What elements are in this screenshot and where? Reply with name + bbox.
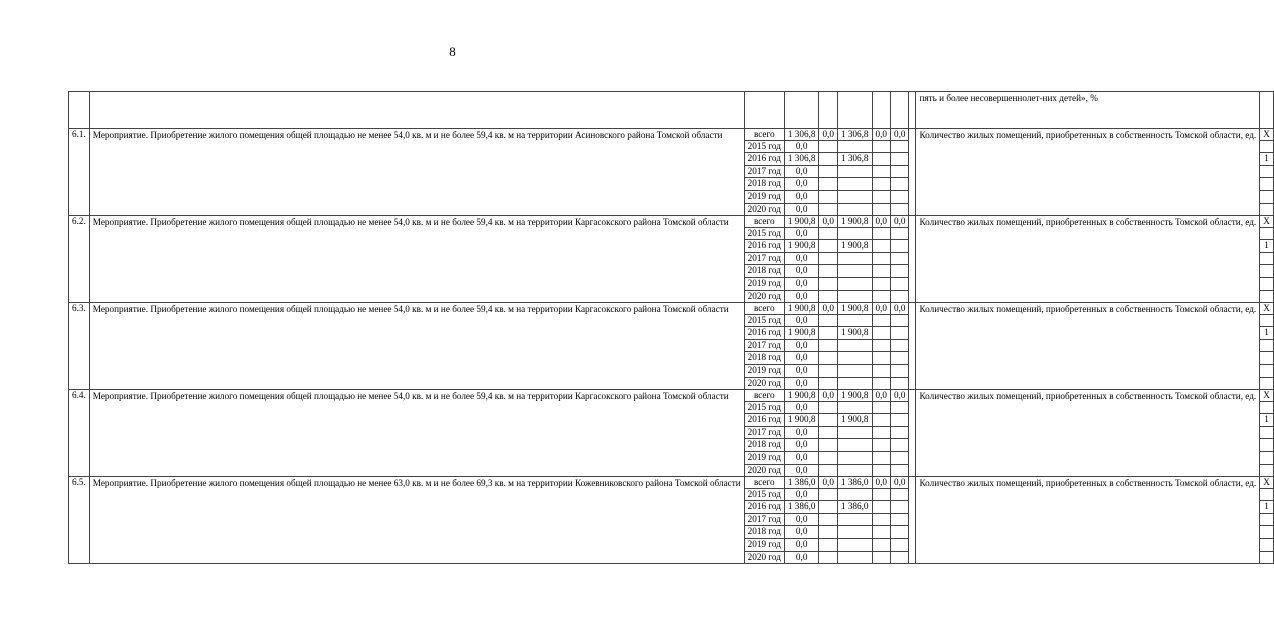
period-label: 2018 год	[744, 265, 784, 278]
indicator-value: X	[1260, 390, 1274, 402]
amount-federal	[819, 141, 837, 153]
indicator-value	[1260, 166, 1274, 178]
amount-local: 0,0	[872, 216, 890, 228]
indicator-value	[1260, 552, 1274, 564]
amount-total: 0,0	[784, 365, 819, 378]
indicator-value	[1260, 291, 1274, 303]
indicator-name: Количество жилых помещений, приобретенных в собственность Томской области, ед.	[916, 216, 1260, 303]
amount-local	[872, 402, 890, 414]
indicator-value	[1260, 539, 1274, 552]
period-label: 2020 год	[744, 291, 784, 303]
amount-total: 0,0	[784, 204, 819, 216]
indicator-value	[1260, 427, 1274, 439]
amount-regional: 1 306,8	[837, 153, 872, 166]
amount-extrabudget: 0,0	[890, 129, 908, 141]
amount-regional	[837, 465, 872, 477]
amount-extrabudget	[890, 240, 908, 253]
amount-regional	[837, 178, 872, 191]
amount-local	[872, 365, 890, 378]
amount-local	[872, 439, 890, 452]
indicator-value	[1260, 526, 1274, 539]
amount-regional	[837, 552, 872, 564]
amount-total: 0,0	[784, 552, 819, 564]
amount-extrabudget	[890, 253, 908, 265]
amount-federal	[819, 552, 837, 564]
amount-federal	[819, 465, 837, 477]
item-row-total	[69, 477, 1274, 489]
amount-total: 0,0	[784, 340, 819, 352]
amount-total: 0,0	[784, 539, 819, 552]
amount-federal	[819, 352, 837, 365]
amount-federal	[819, 501, 837, 514]
amount-extrabudget	[890, 501, 908, 514]
amount-total: 1 306,8	[784, 129, 819, 141]
period-label: 2015 год	[744, 141, 784, 153]
period-label: 2015 год	[744, 489, 784, 501]
period-label: 2020 год	[744, 552, 784, 564]
amount-extrabudget: 0,0	[890, 477, 908, 489]
period-label: 2017 год	[744, 340, 784, 352]
executor-cell	[909, 216, 916, 303]
indicator-value	[1260, 489, 1274, 501]
amount-regional	[837, 228, 872, 240]
period-label: 2018 год	[744, 178, 784, 191]
indicator-value	[1260, 204, 1274, 216]
amount-federal	[819, 191, 837, 204]
period-label: 2019 год	[744, 365, 784, 378]
amount-local	[872, 539, 890, 552]
indicator-value	[1260, 340, 1274, 352]
executor-cell	[909, 303, 916, 390]
amount-total: 0,0	[784, 178, 819, 191]
indicator-value	[1260, 378, 1274, 390]
period-label: всего	[744, 216, 784, 228]
cell-empty	[819, 92, 837, 129]
amount-total: 0,0	[784, 526, 819, 539]
amount-extrabudget	[890, 526, 908, 539]
amount-federal	[819, 365, 837, 378]
indicator-value	[1260, 178, 1274, 191]
amount-federal	[819, 153, 837, 166]
amount-total: 1 900,8	[784, 216, 819, 228]
amount-federal	[819, 240, 837, 253]
period-label: 2016 год	[744, 414, 784, 427]
period-label: 2019 год	[744, 539, 784, 552]
period-label: 2015 год	[744, 402, 784, 414]
item-row-total	[69, 390, 1274, 402]
amount-regional	[837, 452, 872, 465]
amount-regional: 1 306,8	[837, 129, 872, 141]
indicator-value	[1260, 278, 1274, 291]
period-label: 2018 год	[744, 526, 784, 539]
amount-total: 0,0	[784, 191, 819, 204]
amount-local: 0,0	[872, 477, 890, 489]
amount-total: 0,0	[784, 352, 819, 365]
amount-regional	[837, 365, 872, 378]
cell-empty	[909, 92, 916, 129]
amount-extrabudget	[890, 539, 908, 552]
cell-empty	[89, 92, 744, 129]
amount-extrabudget	[890, 327, 908, 340]
item-number: 6.4.	[69, 390, 90, 477]
amount-federal	[819, 378, 837, 390]
executor-cell	[909, 129, 916, 216]
amount-local	[872, 153, 890, 166]
amount-local	[872, 178, 890, 191]
amount-total: 1 900,8	[784, 303, 819, 315]
amount-regional	[837, 166, 872, 178]
amount-local	[872, 278, 890, 291]
amount-extrabudget	[890, 340, 908, 352]
period-label: 2019 год	[744, 278, 784, 291]
amount-regional: 1 900,8	[837, 414, 872, 427]
item-number: 6.3.	[69, 303, 90, 390]
amount-extrabudget	[890, 178, 908, 191]
amount-extrabudget	[890, 153, 908, 166]
amount-federal	[819, 278, 837, 291]
indicator-value: X	[1260, 129, 1274, 141]
amount-regional	[837, 315, 872, 327]
amount-local	[872, 253, 890, 265]
amount-total: 1 386,0	[784, 477, 819, 489]
indicator-name: Количество жилых помещений, приобретенных в собственность Томской области, ед.	[916, 390, 1260, 477]
amount-local	[872, 514, 890, 526]
amount-regional: 1 386,0	[837, 501, 872, 514]
amount-local	[872, 414, 890, 427]
amount-extrabudget	[890, 278, 908, 291]
period-label: 2017 год	[744, 427, 784, 439]
cell-empty	[1260, 92, 1274, 129]
amount-local	[872, 378, 890, 390]
amount-local	[872, 204, 890, 216]
indicator-value	[1260, 514, 1274, 526]
period-label: всего	[744, 303, 784, 315]
amount-extrabudget: 0,0	[890, 216, 908, 228]
amount-regional	[837, 291, 872, 303]
indicator-value: X	[1260, 216, 1274, 228]
period-label: 2020 год	[744, 204, 784, 216]
amount-federal	[819, 340, 837, 352]
amount-regional	[837, 191, 872, 204]
indicator-name: Количество жилых помещений, приобретенных в собственность Томской области, ед.	[916, 303, 1260, 390]
amount-local	[872, 552, 890, 564]
amount-federal	[819, 253, 837, 265]
amount-local	[872, 452, 890, 465]
indicator-value	[1260, 265, 1274, 278]
amount-federal	[819, 315, 837, 327]
amount-extrabudget	[890, 439, 908, 452]
amount-regional	[837, 489, 872, 501]
amount-total: 0,0	[784, 402, 819, 414]
item-row-total	[69, 303, 1274, 315]
amount-total: 0,0	[784, 291, 819, 303]
amount-total: 0,0	[784, 141, 819, 153]
amount-federal	[819, 178, 837, 191]
amount-extrabudget	[890, 378, 908, 390]
amount-federal	[819, 291, 837, 303]
amount-local	[872, 352, 890, 365]
amount-federal: 0,0	[819, 129, 837, 141]
amount-federal	[819, 327, 837, 340]
period-label: 2015 год	[744, 315, 784, 327]
amount-total: 0,0	[784, 452, 819, 465]
indicator-continuation: пять и более несовершеннолет-них детей», %	[916, 92, 1260, 129]
indicator-value	[1260, 439, 1274, 452]
indicator-value	[1260, 315, 1274, 327]
cell-empty	[837, 92, 872, 129]
amount-regional	[837, 439, 872, 452]
amount-regional	[837, 402, 872, 414]
executor-cell	[909, 390, 916, 477]
amount-local	[872, 465, 890, 477]
period-label: 2017 год	[744, 166, 784, 178]
amount-local: 0,0	[872, 303, 890, 315]
indicator-value	[1260, 253, 1274, 265]
amount-regional	[837, 265, 872, 278]
item-number: 6.1.	[69, 129, 90, 216]
amount-local	[872, 191, 890, 204]
item-name: Мероприятие. Приобретение жилого помещения общей площадью не менее 54,0 кв. м и не более 59,4 кв. м на территории Асиновского района Томской области	[89, 129, 744, 216]
indicator-value	[1260, 365, 1274, 378]
amount-total: 0,0	[784, 514, 819, 526]
amount-total: 0,0	[784, 265, 819, 278]
indicator-value: X	[1260, 477, 1274, 489]
amount-federal	[819, 414, 837, 427]
amount-federal	[819, 228, 837, 240]
amount-total: 0,0	[784, 315, 819, 327]
item-row-total	[69, 216, 1274, 228]
executor-cell	[909, 477, 916, 564]
amount-extrabudget	[890, 291, 908, 303]
amount-total: 1 306,8	[784, 153, 819, 166]
amount-extrabudget	[890, 514, 908, 526]
cell-empty	[890, 92, 908, 129]
amount-federal	[819, 265, 837, 278]
amount-regional	[837, 278, 872, 291]
amount-regional	[837, 352, 872, 365]
amount-total: 0,0	[784, 228, 819, 240]
amount-total: 0,0	[784, 278, 819, 291]
indicator-value: 1	[1260, 240, 1274, 253]
amount-extrabudget: 0,0	[890, 303, 908, 315]
amount-regional: 1 900,8	[837, 390, 872, 402]
indicator-value: 1	[1260, 414, 1274, 427]
amount-federal	[819, 539, 837, 552]
page-number: 8	[449, 44, 456, 59]
amount-local	[872, 291, 890, 303]
item-name: Мероприятие. Приобретение жилого помещения общей площадью не менее 54,0 кв. м и не более 59,4 кв. м на территории Каргасокского района Томской области	[89, 390, 744, 477]
amount-regional	[837, 204, 872, 216]
period-label: всего	[744, 390, 784, 402]
cell-empty	[69, 92, 90, 129]
amount-federal	[819, 514, 837, 526]
amount-extrabudget	[890, 552, 908, 564]
amount-extrabudget	[890, 265, 908, 278]
indicator-value	[1260, 452, 1274, 465]
cell-empty	[872, 92, 890, 129]
period-label: 2015 год	[744, 228, 784, 240]
cell-empty	[784, 92, 819, 129]
indicator-value	[1260, 402, 1274, 414]
amount-extrabudget	[890, 427, 908, 439]
amount-federal	[819, 489, 837, 501]
amount-extrabudget	[890, 204, 908, 216]
amount-local	[872, 315, 890, 327]
amount-local	[872, 240, 890, 253]
amount-local: 0,0	[872, 129, 890, 141]
amount-local	[872, 327, 890, 340]
item-name: Мероприятие. Приобретение жилого помещения общей площадью не менее 63,0 кв. м и не более 69,3 кв. м на территории Кожевниковского района Томской области	[89, 477, 744, 564]
amount-regional: 1 900,8	[837, 303, 872, 315]
amount-extrabudget	[890, 465, 908, 477]
amount-total: 0,0	[784, 378, 819, 390]
amount-total: 1 900,8	[784, 414, 819, 427]
item-number: 6.5.	[69, 477, 90, 564]
amount-extrabudget	[890, 166, 908, 178]
amount-extrabudget	[890, 402, 908, 414]
period-label: 2019 год	[744, 452, 784, 465]
indicator-value: X	[1260, 303, 1274, 315]
amount-regional	[837, 526, 872, 539]
period-label: 2016 год	[744, 153, 784, 166]
amount-local	[872, 340, 890, 352]
program-table	[68, 91, 1274, 564]
amount-local: 0,0	[872, 390, 890, 402]
amount-total: 1 386,0	[784, 501, 819, 514]
amount-total: 1 900,8	[784, 327, 819, 340]
amount-federal	[819, 427, 837, 439]
amount-local	[872, 166, 890, 178]
amount-federal: 0,0	[819, 390, 837, 402]
period-label: всего	[744, 129, 784, 141]
amount-extrabudget	[890, 315, 908, 327]
amount-regional: 1 900,8	[837, 216, 872, 228]
indicator-value	[1260, 352, 1274, 365]
indicator-name: Количество жилых помещений, приобретенных в собственность Томской области, ед.	[916, 477, 1260, 564]
amount-regional: 1 386,0	[837, 477, 872, 489]
period-label: 2016 год	[744, 240, 784, 253]
amount-total: 0,0	[784, 439, 819, 452]
indicator-value: 1	[1260, 153, 1274, 166]
amount-total: 1 900,8	[784, 240, 819, 253]
amount-regional	[837, 378, 872, 390]
amount-regional	[837, 253, 872, 265]
amount-local	[872, 489, 890, 501]
amount-local	[872, 265, 890, 278]
period-label: всего	[744, 477, 784, 489]
item-row-total	[69, 129, 1274, 141]
indicator-value	[1260, 141, 1274, 153]
indicator-value	[1260, 465, 1274, 477]
amount-regional: 1 900,8	[837, 240, 872, 253]
period-label: 2020 год	[744, 465, 784, 477]
amount-federal: 0,0	[819, 477, 837, 489]
amount-local	[872, 141, 890, 153]
amount-regional	[837, 427, 872, 439]
amount-federal	[819, 439, 837, 452]
amount-federal	[819, 526, 837, 539]
indicator-value: 1	[1260, 327, 1274, 340]
amount-total: 0,0	[784, 465, 819, 477]
amount-extrabudget	[890, 352, 908, 365]
amount-extrabudget	[890, 452, 908, 465]
period-label: 2017 год	[744, 514, 784, 526]
amount-federal	[819, 204, 837, 216]
indicator-name: Количество жилых помещений, приобретенных в собственность Томской области, ед.	[916, 129, 1260, 216]
amount-local	[872, 427, 890, 439]
amount-total: 0,0	[784, 253, 819, 265]
indicator-value	[1260, 191, 1274, 204]
indicator-value	[1260, 228, 1274, 240]
amount-regional	[837, 539, 872, 552]
item-name: Мероприятие. Приобретение жилого помещения общей площадью не менее 54,0 кв. м и не более 59,4 кв. м на территории Каргасокского района Томской области	[89, 216, 744, 303]
amount-extrabudget	[890, 365, 908, 378]
amount-regional	[837, 514, 872, 526]
item-number: 6.2.	[69, 216, 90, 303]
indicator-value: 1	[1260, 501, 1274, 514]
period-label: 2016 год	[744, 327, 784, 340]
amount-local	[872, 501, 890, 514]
amount-federal	[819, 452, 837, 465]
period-label: 2016 год	[744, 501, 784, 514]
continuation-row	[69, 92, 1274, 129]
amount-total: 0,0	[784, 427, 819, 439]
amount-extrabudget	[890, 191, 908, 204]
amount-extrabudget	[890, 414, 908, 427]
amount-federal: 0,0	[819, 303, 837, 315]
period-label: 2018 год	[744, 352, 784, 365]
amount-federal	[819, 402, 837, 414]
amount-extrabudget	[890, 141, 908, 153]
amount-federal	[819, 166, 837, 178]
amount-regional	[837, 340, 872, 352]
amount-federal: 0,0	[819, 216, 837, 228]
period-label: 2017 год	[744, 253, 784, 265]
amount-extrabudget: 0,0	[890, 390, 908, 402]
item-name: Мероприятие. Приобретение жилого помещения общей площадью не менее 54,0 кв. м и не более 59,4 кв. м на территории Каргасокского района Томской области	[89, 303, 744, 390]
amount-total: 0,0	[784, 166, 819, 178]
amount-total: 0,0	[784, 489, 819, 501]
period-label: 2020 год	[744, 378, 784, 390]
amount-local	[872, 228, 890, 240]
period-label: 2019 год	[744, 191, 784, 204]
amount-regional: 1 900,8	[837, 327, 872, 340]
amount-extrabudget	[890, 489, 908, 501]
amount-regional	[837, 141, 872, 153]
amount-extrabudget	[890, 228, 908, 240]
cell-empty	[744, 92, 784, 129]
amount-local	[872, 526, 890, 539]
amount-total: 1 900,8	[784, 390, 819, 402]
period-label: 2018 год	[744, 439, 784, 452]
